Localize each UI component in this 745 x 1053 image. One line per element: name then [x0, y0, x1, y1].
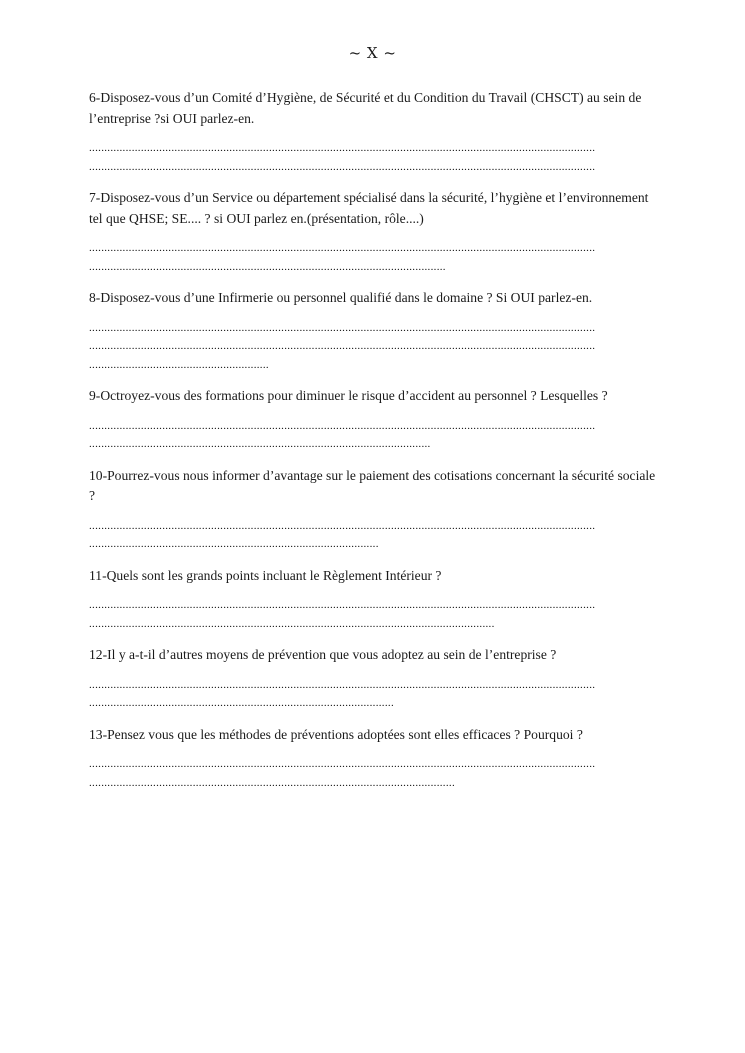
answer-line: ................................................................................................................ [89, 438, 431, 450]
answer-line: ..................................................................................................................... [89, 260, 446, 273]
page-header: ~ X ~ [348, 44, 397, 62]
answer-area [89, 417, 657, 454]
answer-line: ...................................................................................................................................................................... [89, 519, 596, 532]
answer-line: .................................................................................................... [89, 697, 394, 709]
question-text: 9-Octroyez-vous des formations pour diminuer le risque d’accident au personnel ? Lesquelles ? [89, 388, 608, 403]
answer-area [89, 517, 657, 554]
answer-line: ........................................................................................................................ [89, 776, 455, 789]
answer-line: ............................................................................................... [89, 538, 379, 550]
question-block [89, 288, 657, 374]
question-block [89, 88, 657, 176]
answer-area [89, 239, 657, 276]
answer-line: ...................................................................................................................................................................... [89, 678, 596, 691]
questionnaire [89, 88, 657, 804]
question-block [89, 386, 657, 454]
question-text: 7-Disposez-vous d’un Service ou département spécialisé dans la sécurité, l’hygiène et l’environnement tel que QHSE; SE.... ? si OUI parlez en.(présentation, rôle....) [89, 190, 649, 226]
answer-area [89, 319, 657, 375]
question-block [89, 466, 657, 554]
answer-area [89, 596, 657, 633]
answer-area [89, 755, 657, 792]
question-block [89, 188, 657, 276]
question-block [89, 725, 657, 793]
answer-area [89, 676, 657, 713]
answer-line: ..................................................................................................................................... [89, 617, 495, 630]
answer-line: ...................................................................................................................................................................... [89, 142, 596, 154]
answer-line: ...................................................................................................................................................................... [89, 419, 596, 432]
question-text: 6-Disposez-vous d’un Comité d’Hygiène, de Sécurité et du Condition du Travail (CHSCT) au sein de l’entreprise ?si OUI parlez-en. [89, 90, 642, 126]
question-text: 11-Quels sont les grands points incluant le Règlement Intérieur ? [89, 567, 442, 583]
answer-line: ...................................................................................................................................................................... [89, 321, 596, 334]
answer-line: ...................................................................................................................................................................... [89, 599, 596, 611]
answer-line: ...................................................................................................................................................................... [89, 160, 596, 173]
answer-line: ........................................................... [89, 358, 269, 371]
question-block [89, 566, 657, 634]
answer-line: ...................................................................................................................................................................... [89, 758, 596, 770]
question-text: 8-Disposez-vous d’une Infirmerie ou personnel qualifié dans le domaine ? Si OUI parlez-en. [89, 290, 593, 305]
question-text: 12-Il y a-t-il d’autres moyens de prévention que vous adoptez au sein de l’entreprise ? [89, 647, 557, 662]
answer-line: ...................................................................................................................................................................... [89, 242, 596, 254]
answer-line: ...................................................................................................................................................................... [89, 340, 596, 352]
answer-area [89, 139, 657, 176]
question-text: 10-Pourrez-vous nous informer d’avantage sur le paiement des cotisations concernant la sécurité sociale ? [89, 467, 656, 503]
question-text: 13-Pensez vous que les méthodes de préventions adoptées sont elles efficaces ? Pourquoi ? [89, 726, 583, 742]
question-block [89, 645, 657, 713]
